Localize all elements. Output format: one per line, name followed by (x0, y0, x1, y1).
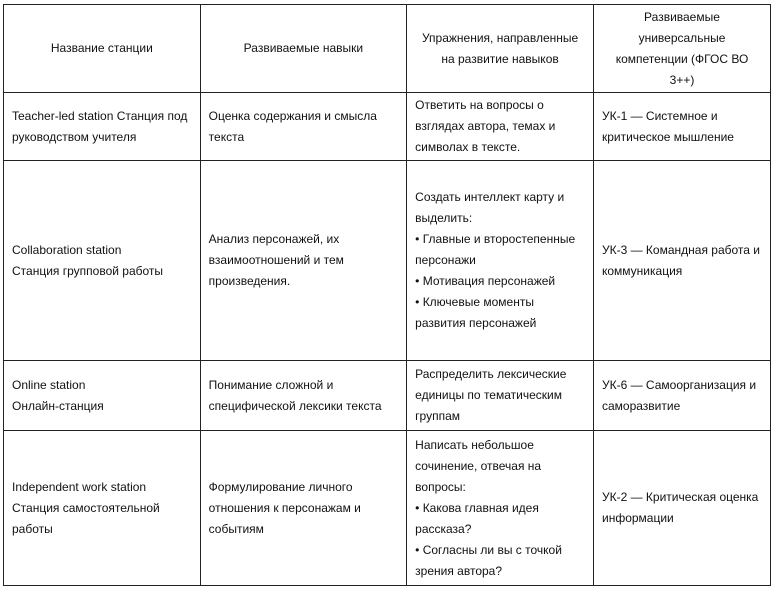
exercise-line: Создать интеллект карту и выделить: (415, 190, 565, 225)
exercise-bullet: • Главные и второстепенные персонажи (415, 232, 576, 267)
stations-table (3, 4, 771, 586)
station-name: Teacher-led station Станция под руководством учителя (12, 108, 188, 144)
competence-cell: УК-1 — Системное и критическое мышление (593, 93, 770, 161)
exercise-bullet: • Какова главная идея рассказа? (415, 500, 539, 536)
station-name-ru: Станция групповой работы (12, 263, 164, 278)
station-cell (4, 431, 201, 586)
exercises-cell (407, 431, 594, 586)
exercise-line: Ответить на вопросы о взглядах автора, темах и символах в тексте. (415, 98, 556, 154)
competence-cell: УК-3 — Командная работа и коммуникация (593, 161, 770, 361)
competence-cell: УК-6 — Самоорганизация и саморазвитие (593, 361, 770, 431)
table-row (4, 161, 771, 361)
exercises-cell (407, 93, 594, 161)
table-row (4, 93, 771, 161)
skills-cell: Оценка содержания и смысла текста (200, 93, 407, 161)
header-row (4, 5, 771, 93)
station-name-en: Online station (12, 377, 86, 392)
competence-cell: УК-2 — Критическая оценка информации (593, 431, 770, 586)
header-exercises: Упражнения, направленные на развитие навыков (407, 5, 594, 93)
exercise-bullet: • Ключевые моменты развития персонажей (415, 295, 537, 330)
station-name-en: Independent work station (12, 479, 147, 494)
exercises-cell (407, 161, 594, 361)
exercises-cell (407, 361, 594, 431)
station-name-ru: Онлайн-станция (12, 398, 104, 413)
table-row (4, 361, 771, 431)
exercise-bullet: • Согласны ли вы с точкой зрения автора? (415, 542, 562, 578)
station-cell (4, 93, 201, 161)
header-competence: Развиваемые универсальные компетенции (ФГОС ВО 3++) (593, 5, 770, 93)
station-cell (4, 161, 201, 361)
header-station: Название станции (4, 5, 201, 93)
exercise-bullet: • Мотивация персонажей (415, 274, 556, 288)
station-cell (4, 361, 201, 431)
skills-cell: Формулирование личного отношения к персонажам и событиям (200, 431, 407, 586)
table-row (4, 431, 771, 586)
skills-cell: Анализ персонажей, их взаимоотношений и тем произведения. (200, 161, 407, 361)
station-name-ru: Станция самостоятельной работы (12, 500, 160, 536)
skills-cell: Понимание сложной и специфической лексики текста (200, 361, 407, 431)
exercise-line: Распределить лексические единицы по тематическим группам (415, 367, 567, 423)
station-name-en: Collaboration station (12, 242, 122, 257)
header-skills: Развиваемые навыки (200, 5, 407, 93)
exercise-line: Написать небольшое сочинение, отвечая на вопросы: (415, 437, 542, 494)
